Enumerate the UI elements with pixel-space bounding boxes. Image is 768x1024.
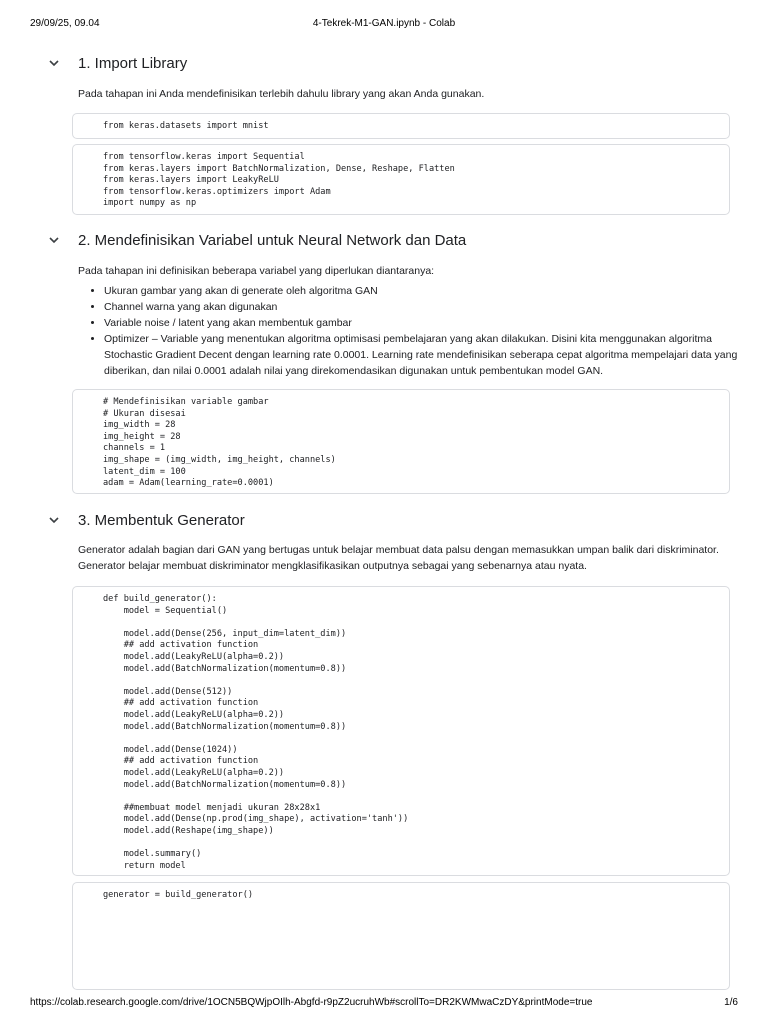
section-intro: Generator adalah bagian dari GAN yang bertugas untuk belajar membuat data palsu dengan memasukkan umpan balik dari diskriminator. Generator belajar membuat diskriminator mengklasifikasikan outputnya sebagai yang sebenarnya atau nyata. — [78, 544, 719, 572]
print-header — [30, 18, 738, 30]
print-url[interactable]: https://colab.research.google.com/drive/1OCN5BQWjpOIlh-Abgfd-r9pZ2ucruhWb#scrollTo=DR2KWMwaCzDY&printMode=true — [30, 997, 593, 1008]
code-cell[interactable] — [72, 144, 730, 215]
list-item: • Variable noise / latent yang akan membentuk gambar — [104, 315, 744, 331]
list-item: • Ukuran gambar yang akan di generate oleh algoritma GAN — [104, 283, 744, 299]
section-title: 1. Import Library — [78, 54, 188, 72]
section-title: 3. Membentuk Generator — [78, 511, 245, 529]
section-intro: Pada tahapan ini Anda mendefinisikan terlebih dahulu library yang akan Anda gunakan. — [78, 88, 485, 100]
section-title: 2. Mendefinisikan Variabel untuk Neural Network dan Data — [78, 231, 467, 249]
print-datetime: 29/09/25, 09.04 — [30, 18, 100, 29]
list-item: • Channel warna yang akan digunakan — [104, 299, 744, 315]
section-header-generator — [40, 508, 245, 532]
section-intro: Pada tahapan ini definisikan beberapa variabel yang diperlukan diantaranya: — [78, 265, 435, 277]
code-text: generator = build_generator() — [103, 890, 254, 900]
print-title: 4-Tekrek-M1-GAN.ipynb - Colab — [312, 18, 456, 29]
code-cell[interactable] — [72, 882, 730, 990]
bullet-list — [78, 283, 744, 379]
section-header-variabel — [40, 228, 466, 252]
code-cell[interactable] — [72, 389, 730, 494]
section-header-import-library — [40, 51, 187, 75]
print-footer — [30, 997, 738, 1009]
chevron-down-icon[interactable] — [40, 508, 68, 532]
list-item: • Optimizer – Variable yang menentukan algoritma optimisasi pembelajaran yang akan dilakukan. Disini kita menggunakan algoritma Stochastic Gradient Decent dengan learning rate 0.0001. Learning rate mendefinisikan seberapa cepat algoritma mempelajari data yang diberikan, dan nilai 0.0001 adalah nilai yang direkomendasikan digunakan untuk pembentukan model GAN. — [104, 331, 744, 379]
code-cell[interactable] — [72, 586, 730, 876]
code-text: from tensorflow.keras import Sequential from keras.layers import BatchNormalization, Dense, Reshape, Flatten from keras.layers import LeakyReLU from tensorflow.keras.optimizers import Adam import numpy as np — [103, 152, 455, 209]
code-cell[interactable] — [72, 113, 730, 139]
chevron-down-icon[interactable] — [40, 51, 68, 75]
code-text: # Mendefinisikan variable gambar # Ukuran disesai img_width = 28 img_height = 28 channels = 1 img_shape = (img_width, img_height, channels) latent_dim = 100 adam = Adam(learning_rate=0.0001) — [103, 397, 336, 489]
page-number: 1/6 — [724, 997, 738, 1008]
code-text: from keras.datasets import mnist — [103, 121, 269, 131]
chevron-down-icon[interactable] — [40, 228, 68, 252]
code-text: def build_generator(): model = Sequential() model.add(Dense(256, input_dim=latent_dim)) ## add activation function model.add(LeakyReLU(alpha=0.2)) model.add(BatchNormalization(momentum=0.8)) model.add(Dense(512)) ## add activation function model.add(LeakyReLU(alpha=0.2)) model.add(BatchNormalization(momentum=0.8)) model.add(Dense(1024)) ## add activation function model.add(LeakyReLU(alpha=0.2)) model.add(BatchNormalization(momentum=0.8)) ##membuat model menjadi ukuran 28x28x1 model.add(Dense(np.prod(img_shape), activation='tanh')) model.add(Reshape(img_shape)) model.summary() return model — [103, 594, 409, 871]
